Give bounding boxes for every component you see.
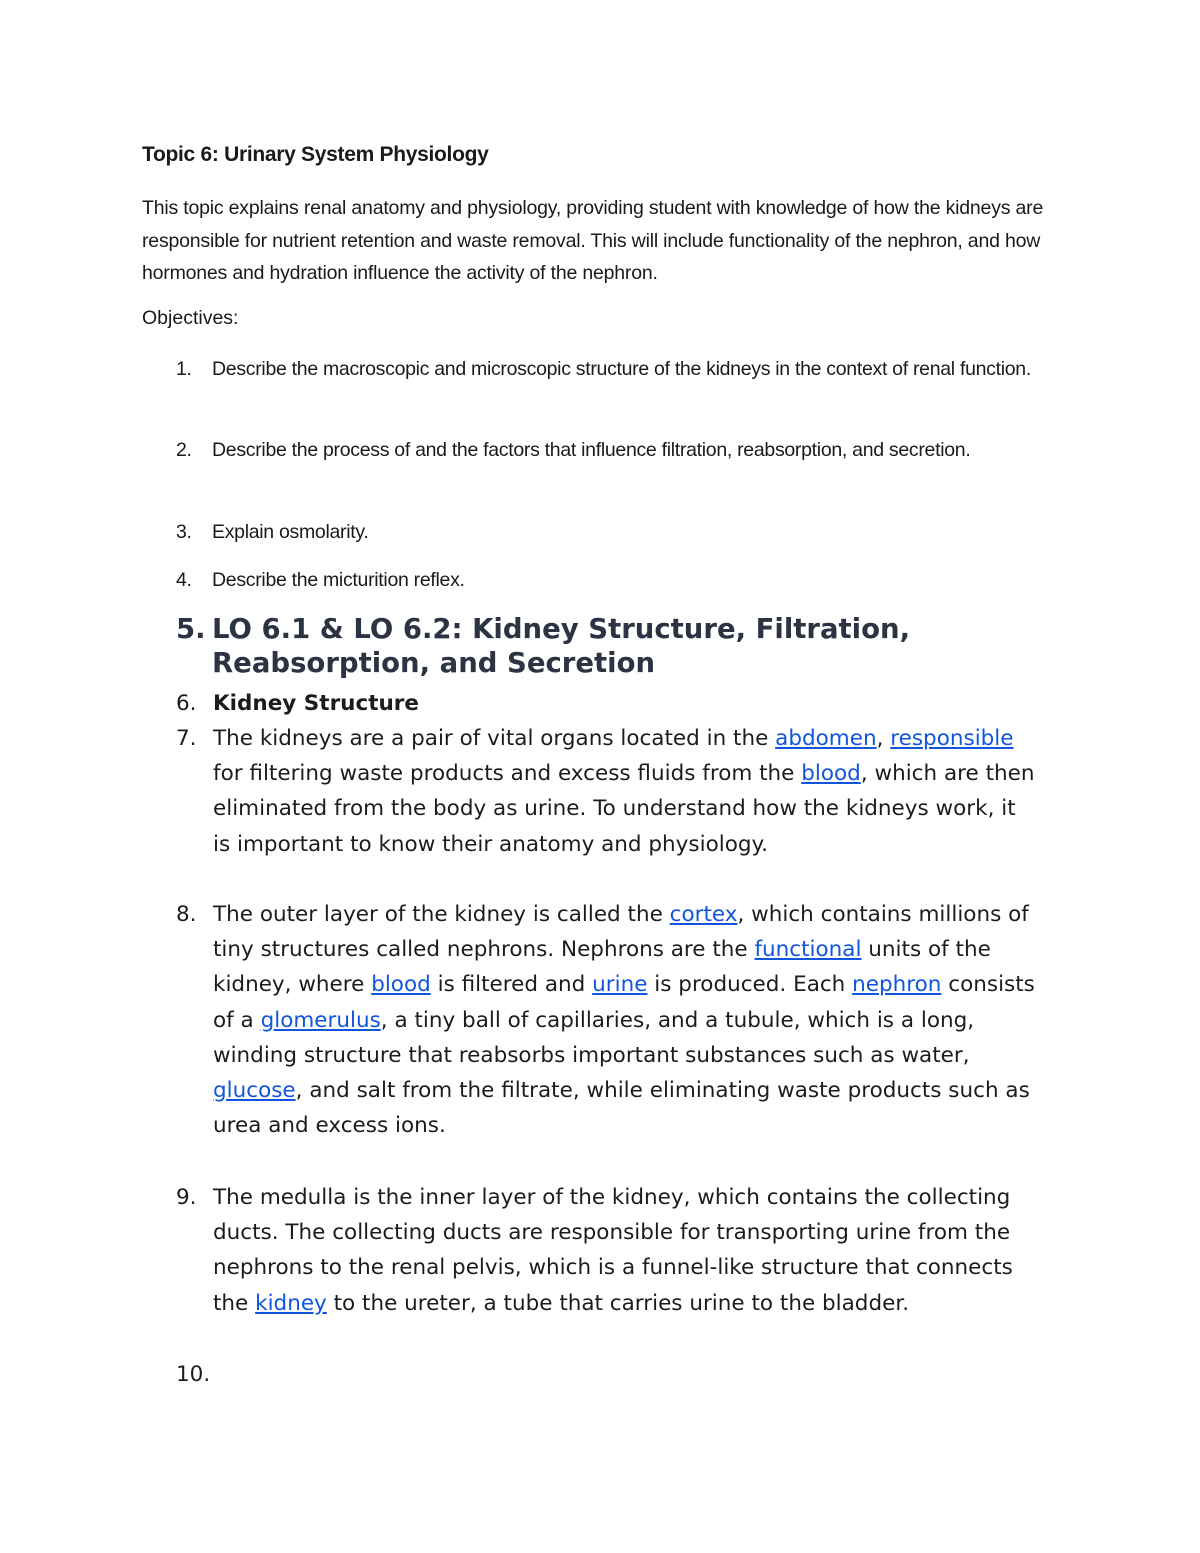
text-run: The medulla is the inner layer of the kidney, which contains the collecting ducts. The collecting ducts are responsible for transporting urine from the nephrons to the renal pelvis, which is a funnel-like structure that connects the — [213, 1185, 1013, 1316]
objectives-label: Objectives: — [142, 307, 239, 329]
text-run: to the ureter, a tube that carries urine to the bladder. — [326, 1290, 910, 1316]
list-number: 4. — [176, 569, 192, 591]
objective-text: Describe the macroscopic and microscopic structure of the kidneys in the context of renal function. — [212, 358, 1031, 380]
link-glomerulus[interactable]: glomerulus — [260, 1007, 381, 1033]
text-run: for filtering waste products and excess fluids from the — [213, 761, 802, 787]
subheading-text: Kidney Structure — [213, 691, 419, 716]
text-run: The kidneys are a pair of vital organs located in the — [213, 726, 776, 751]
list-number: 2. — [176, 439, 192, 461]
paragraph-text — [213, 721, 1036, 862]
paragraph-item-8 — [176, 897, 1036, 1143]
text-run: , and salt from the filtrate, while eliminating waste products such as urea and excess ions. — [213, 1078, 1030, 1139]
objective-item — [176, 353, 1056, 386]
document-title: Topic 6: Urinary System Physiology — [142, 143, 489, 166]
text-run: , — [876, 726, 891, 751]
text-run: , which are then eliminated from the body as urine. To understand how the kidneys work, it is important to know their anatomy and physiology. — [213, 761, 1035, 857]
objective-item — [176, 516, 1056, 549]
list-number: 10. — [176, 1362, 211, 1387]
link-cortex[interactable]: cortex — [669, 902, 738, 927]
list-number: 1. — [176, 358, 192, 380]
list-number: 3. — [176, 521, 192, 543]
paragraph-item-9 — [176, 1180, 1036, 1321]
text-run: , a tiny ball of capillaries, and a tubule, which is a long, winding structure that reabsorbs important substances such as water, — [213, 1007, 975, 1068]
paragraph-text — [213, 1180, 1036, 1321]
text-run: The outer layer of the kidney is called the — [213, 902, 670, 927]
link-abdomen[interactable]: abdomen — [775, 726, 877, 751]
link-urine[interactable]: urine — [592, 972, 648, 998]
text-run: units of the kidney, where — [213, 937, 991, 998]
link-functional[interactable]: functional — [754, 937, 862, 963]
text-run: , which contains millions of tiny structures called nephrons. Nephrons are the — [213, 902, 1029, 963]
link-kidney[interactable]: kidney — [255, 1290, 327, 1316]
link-blood[interactable]: blood — [801, 761, 861, 787]
list-number: 7. — [176, 726, 197, 751]
subheading-item — [176, 686, 1036, 721]
link-blood[interactable]: blood — [371, 972, 431, 998]
list-number: 9. — [176, 1185, 197, 1210]
link-nephron[interactable]: nephron — [852, 972, 942, 998]
text-run: is produced. Each — [647, 972, 853, 998]
objective-text: Describe the process of and the factors that influence filtration, reabsorption, and secretion. — [212, 439, 971, 461]
objective-item — [176, 434, 1056, 467]
objective-item — [176, 564, 1056, 597]
text-run: consists of a — [213, 972, 1035, 1033]
section-heading-text: LO 6.1 & LO 6.2: Kidney Structure, Filtration, Reabsorption, and Secretion — [212, 613, 911, 679]
list-number: 5. — [176, 613, 206, 645]
paragraph-item-7 — [176, 721, 1036, 862]
list-number: 6. — [176, 691, 197, 716]
section-heading — [176, 612, 1036, 680]
intro-paragraph: This topic explains renal anatomy and physiology, providing student with knowledge of how the kidneys are responsible for nutrient retention and waste removal. This will include functionality of the nephron, and how hormones and hydration influence the activity of the nephron. — [142, 197, 1044, 284]
text-run: is filtered and — [430, 972, 593, 998]
list-number: 8. — [176, 902, 197, 927]
link-responsible[interactable]: responsible — [890, 726, 1014, 751]
objective-text: Describe the micturition reflex. — [212, 569, 465, 591]
objective-text: Explain osmolarity. — [212, 521, 369, 543]
paragraph-text — [213, 897, 1036, 1143]
link-glucose[interactable]: glucose — [213, 1078, 296, 1104]
